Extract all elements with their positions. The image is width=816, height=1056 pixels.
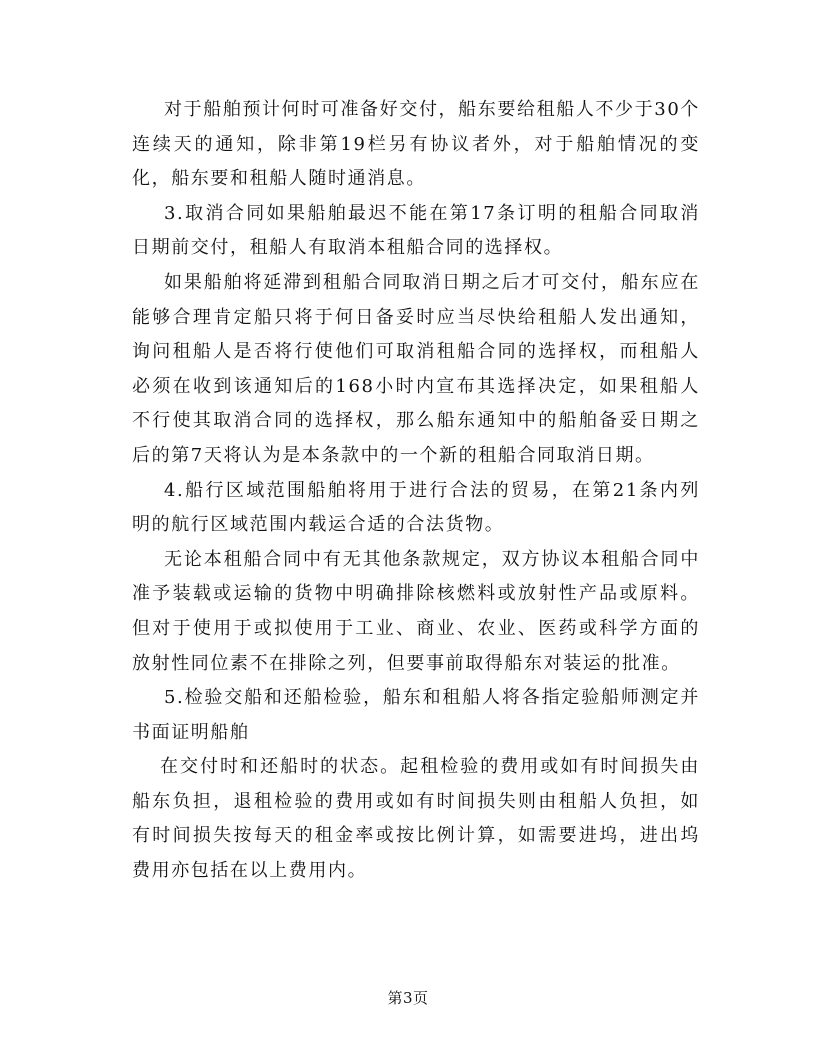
paragraph-survey-clause: 5.检验交船和还船检验，船东和租船人将各指定验船师测定并书面证明船舶: [132, 687, 700, 743]
page-number: 第3页: [387, 989, 429, 1007]
paragraph-cancellation-clause: 3.取消合同如果船舶最迟不能在第17条订明的租船合同取消日期前交付，租船人有取消本租船合同的选择权。: [132, 202, 700, 259]
paragraph-excluded-cargo: 无论本租船合同中有无其他条款规定，双方协议本租船合同中准予装载或运输的货物中明确排除核燃料或放射性产品或原料。但对于使用于或拟使用于工业、商业、农业、医药或科学方面的放射性同位素不在排除之列，但要事前取得船东对装运的批准。: [132, 548, 700, 674]
document-body: [132, 93, 700, 889]
paragraph-survey-costs: 在交付时和还船时的状态。起租检验的费用或如有时间损失由船东负担，退租检验的费用或如有时间损失则由租船人负担，如有时间损失按每天的租金率或按比例计算，如需要进坞，进出坞费用亦包括在以上费用内。: [132, 756, 700, 882]
paragraph-trading-limits: 4.船行区域范围船舶将用于进行合法的贸易，在第21条内列明的航行区域范围内载运合适的合法货物。: [132, 479, 700, 536]
paragraph-cancellation-delay: 如果船舶将延滞到租船合同取消日期之后才可交付，船东应在能够合理肯定船只将于何日备妥时应当尽快给租船人发出通知，询问租船人是否将行使他们可取消租船合同的选择权，而租船人必须在收到该通知后的168小时内宣布其选择决定，如果租船人不行使其取消合同的选择权，那么船东通知中的船舶备妥日期之后的第7天将认为是本条款中的一个新的租船合同取消日期。: [132, 271, 700, 466]
paragraph-delivery-notice: 对于船舶预计何时可准备好交付，船东要给租船人不少于30个连续天的通知，除非第19栏另有协议者外，对于船舶情况的变化，船东要和租船人随时通消息。: [132, 99, 700, 190]
